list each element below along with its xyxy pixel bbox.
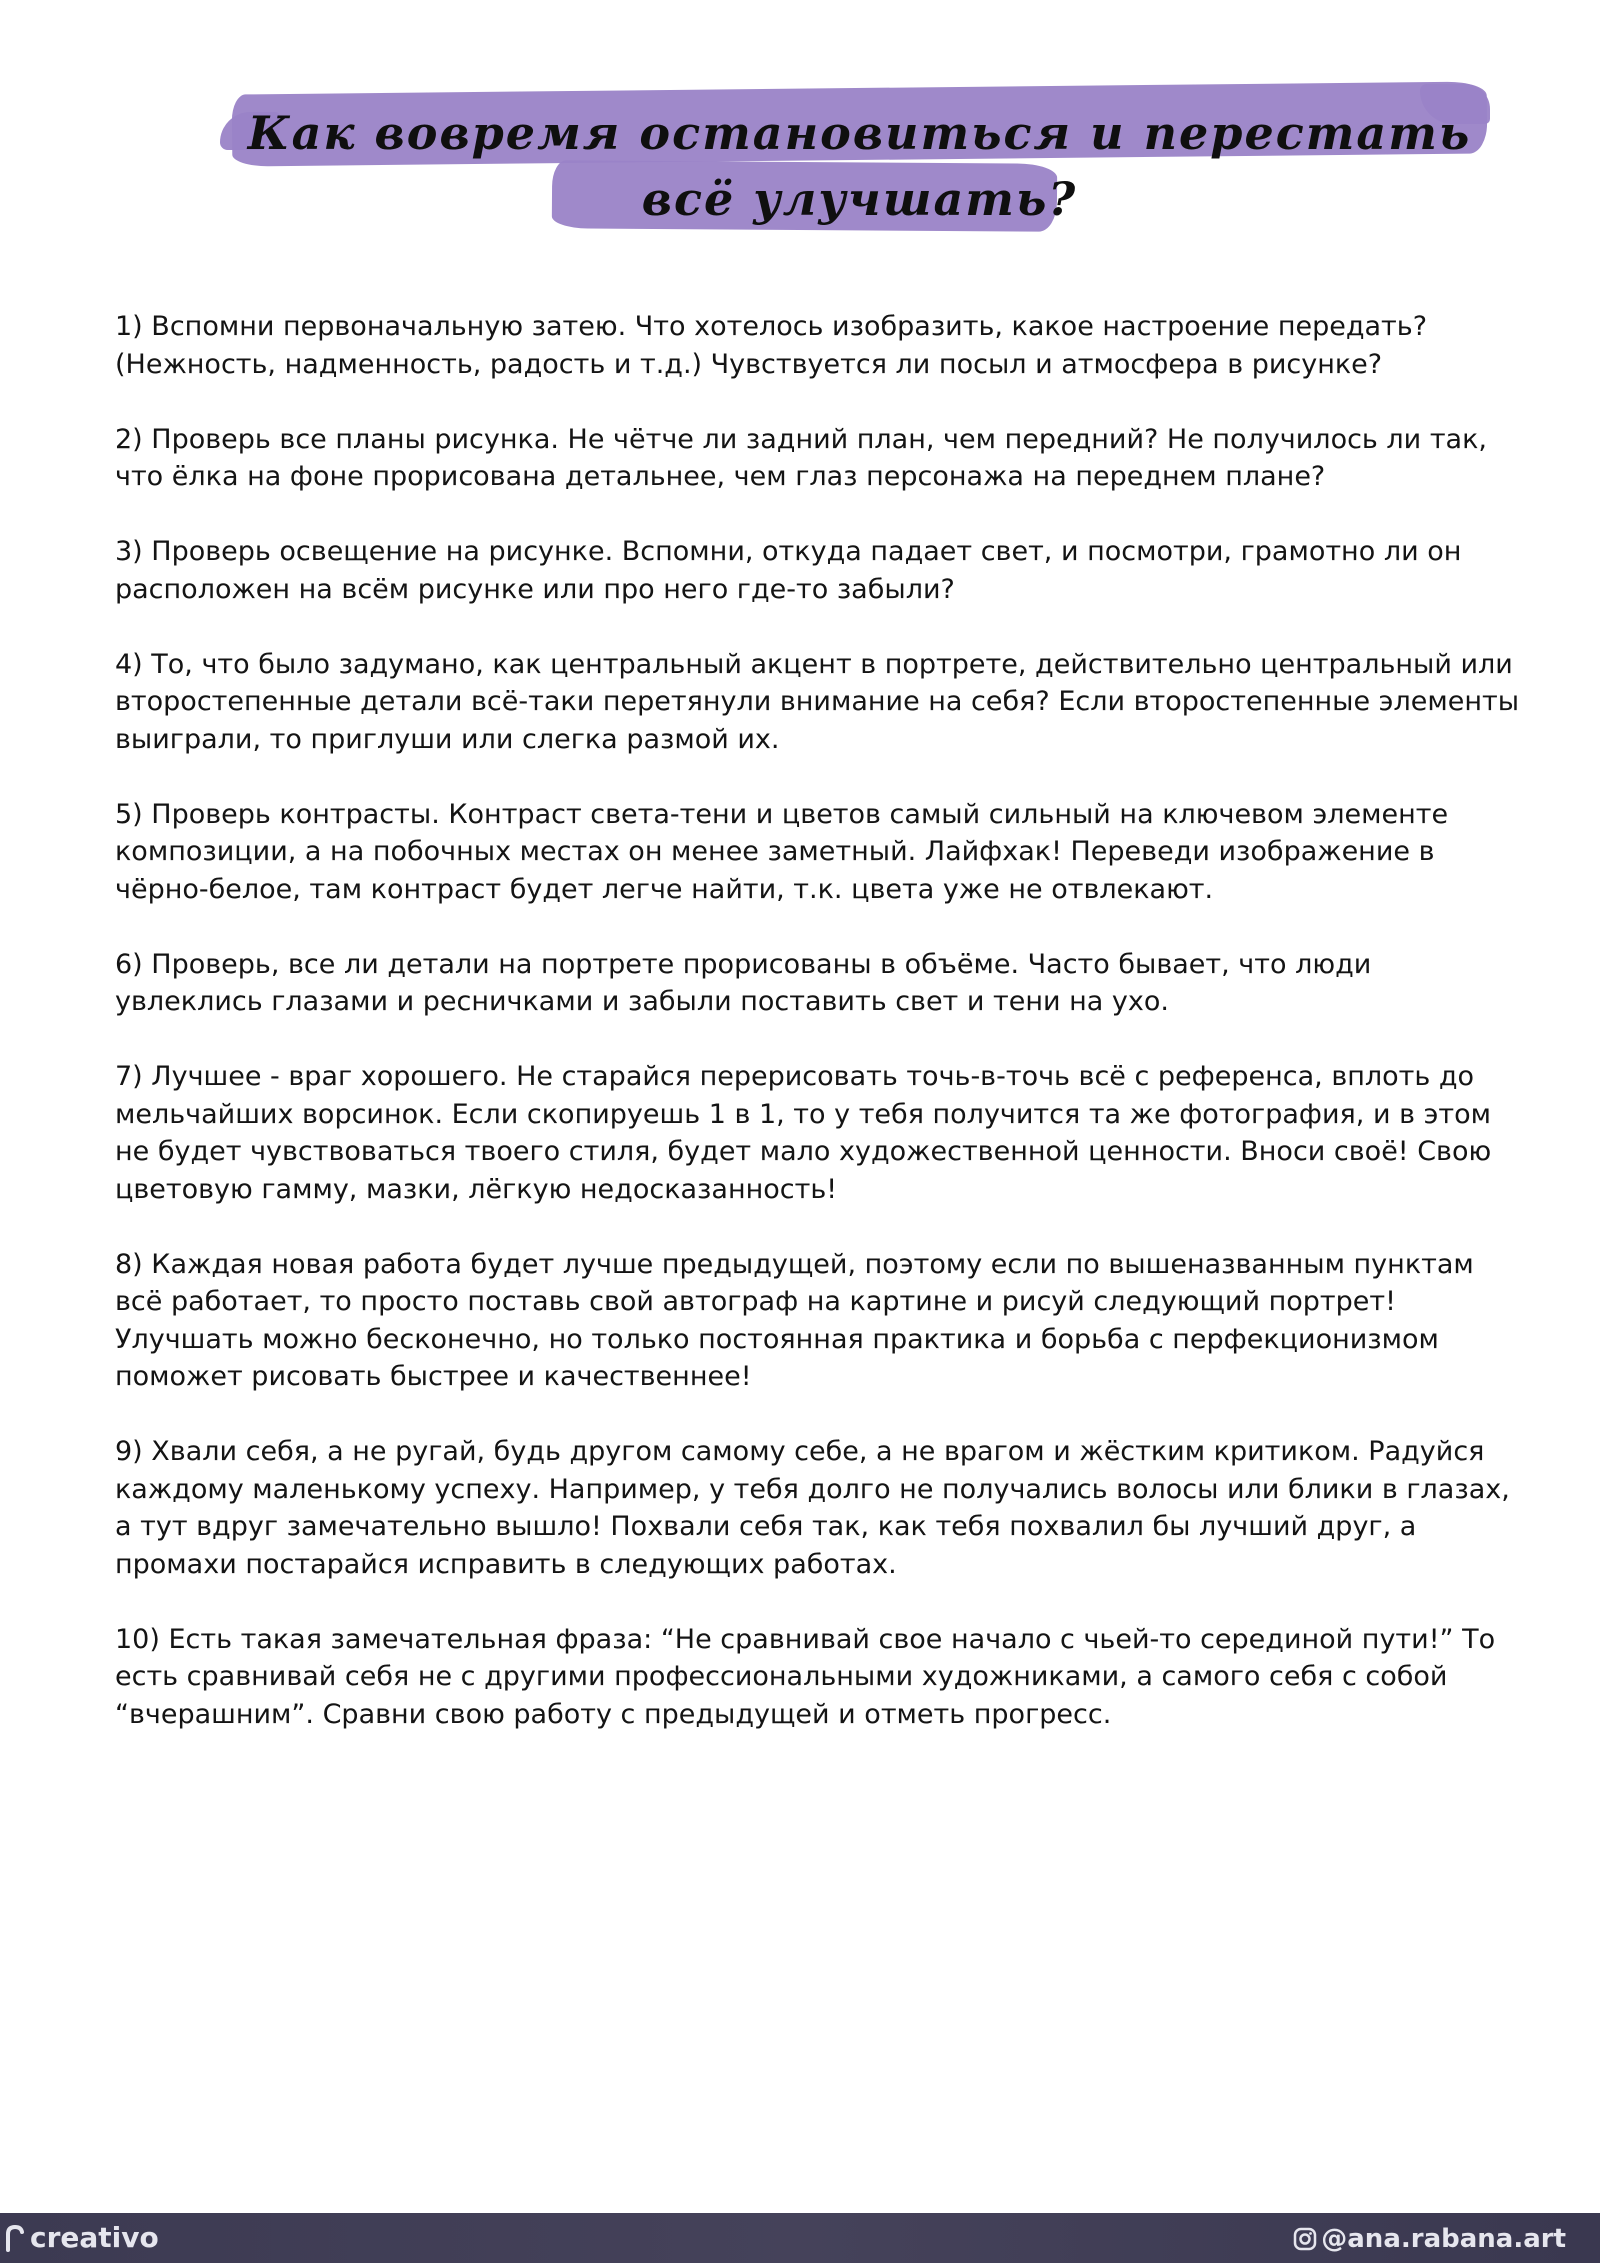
footer-bar — [0, 2213, 1600, 2263]
author-handle: @ana.rabana.art — [1321, 2224, 1566, 2254]
creativo-logo-icon — [4, 2224, 26, 2252]
tip-item: 8) Каждая новая работа будет лучше предыдущей, поэтому если по вышеназванным пунктам всё работает, то просто поставь свой автограф на картине и рисуй следующий портрет! Улучшать можно бесконечно, но только постоянная практика и борьба с перфекционизмом поможет рисовать быстрее и качественнее! — [115, 1248, 1474, 1392]
tip-item: 6) Проверь, все ли детали на портрете прорисованы в объёме. Часто бывает, что люди увлеклись глазами и ресничками и забыли поставить свет и тени на ухо. — [115, 948, 1372, 1017]
tip-item: 4) То, что было задумано, как центральный акцент в портрете, действительно центральный или второстепенные детали всё-таки перетянули внимание на себя? Если второстепенные элементы выиграли, то приглуши или слегка размой их. — [115, 648, 1520, 755]
page-title: Как вовремя остановиться и перестать всё улучшать? — [247, 106, 1472, 226]
author-handle-link[interactable] — [1293, 2223, 1566, 2255]
tip-item: 10) Есть такая замечательная фраза: “Не сравнивай свое начало с чьей-то серединой пути!” То есть сравнивай себя не с другими профессиональными художниками, а самого себя с собой “вчерашним”. Сравни свою работу с предыдущей и отметь прогресс. — [115, 1623, 1496, 1730]
brand-link[interactable] — [4, 2221, 159, 2255]
brand-name: creativo — [30, 2221, 159, 2254]
tip-item: 3) Проверь освещение на рисунке. Вспомни, откуда падает свет, и посмотри, грамотно ли он расположен на всём рисунке или про него где-то забыли? — [115, 536, 1462, 605]
instagram-icon — [1293, 2227, 1317, 2251]
tip-item: 2) Проверь все планы рисунка. Не чётче ли задний план, чем передний? Не получилось ли так, что ёлка на фоне прорисована детальнее, чем глаз персонажа на переднем плане? — [115, 423, 1487, 492]
tip-item: 5) Проверь контрасты. Контраст света-тени и цветов самый сильный на ключевом элементе композиции, а на побочных местах он менее заметный. Лайфхак! Переведи изображение в чёрно-белое, там контраст будет легче найти, т.к. цвета уже не отвлекают. — [115, 798, 1449, 905]
tip-item: 9) Хвали себя, а не ругай, будь другом самому себе, а не врагом и жёстким критиком. Радуйся каждому маленькому успеху. Например, у тебя долго не получались волосы или блики в глазах, а тут вдруг замечательно вышло! Похвали себя так, как тебя похвалил бы лучший друг, а промахи постарайся исправить в следующих работах. — [115, 1436, 1510, 1580]
tips-list — [115, 308, 1525, 1771]
tip-item: 1) Вспомни первоначальную затею. Что хотелось изобразить, какое настроение передать? (Нежность, надменность, радость и т.д.) Чувствуется ли посыл и атмосфера в рисунке? — [115, 311, 1428, 380]
title-banner — [0, 70, 1600, 260]
tip-item: 7) Лучшее - враг хорошего. Не старайся перерисовать точь-в-точь всё с референса, вплоть до мельчайших ворсинок. Если скопируешь 1 в 1, то у тебя получится та же фотография, и в этом не будет чувствоваться твоего стиля, будет мало художественной ценности. Вноси своё! Свою цветовую гамму, мазки, лёгкую недосказанность! — [115, 1061, 1492, 1205]
